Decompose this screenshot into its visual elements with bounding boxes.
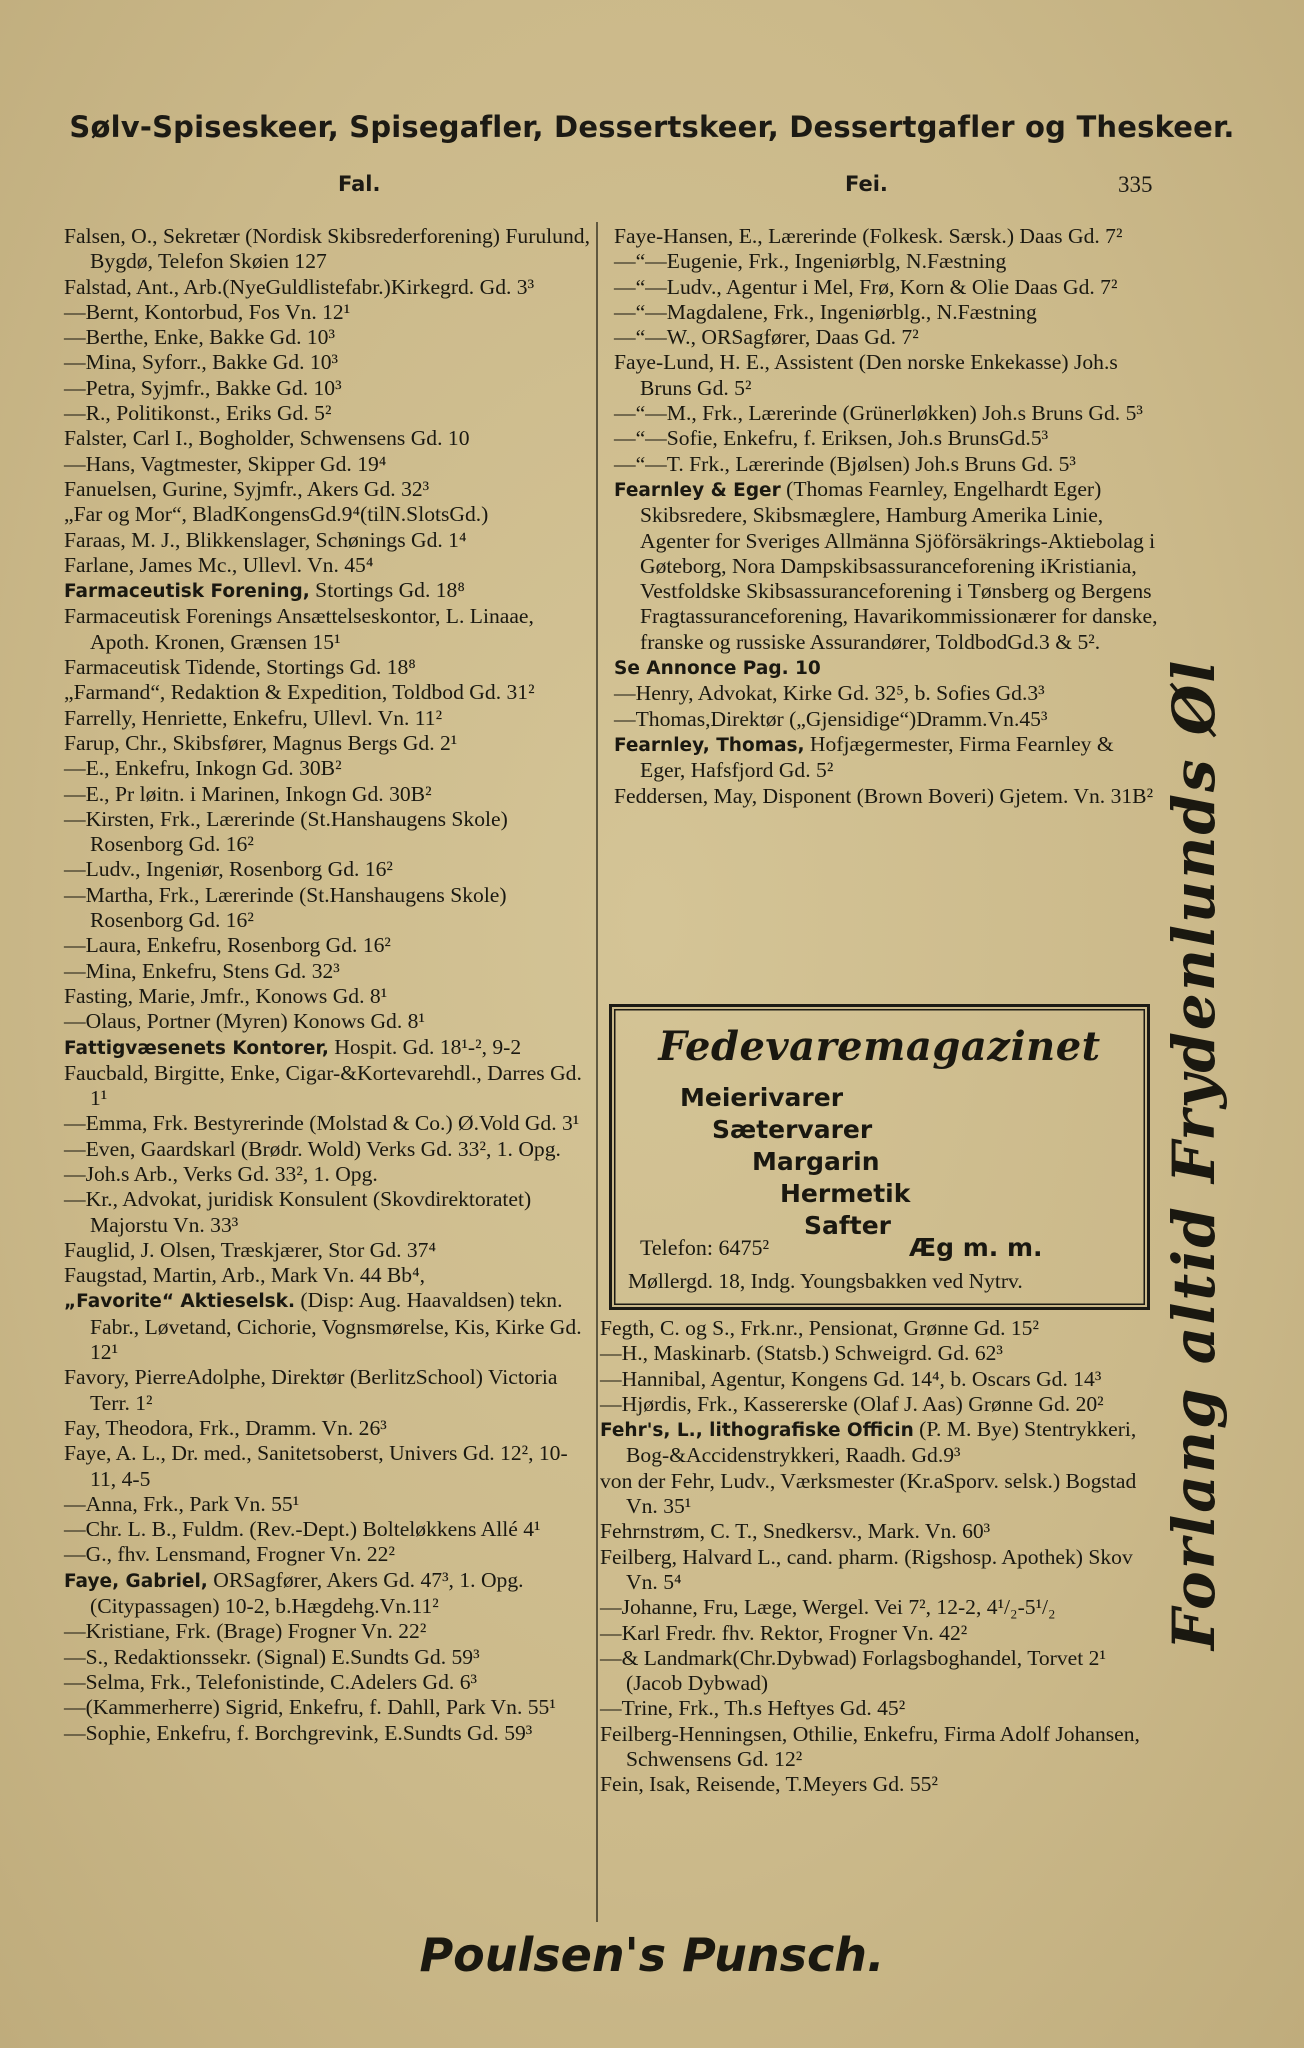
directory-entry	[64, 933, 591, 958]
entry-text: —Hjørdis, Frk., Kassererske (Olaf J. Aas) Grønne Gd. 20²	[600, 1391, 1104, 1416]
directory-entry	[64, 1721, 591, 1746]
entry-bold-name: Fattigvæsenets Kontorer,	[64, 1037, 329, 1059]
ad-address: Møllergd. 18, Indg. Youngsbakken ved Nytrv.	[628, 1269, 1023, 1293]
directory-entry	[600, 1595, 1145, 1620]
entry-text: —“—Magdalene, Frk., Ingeniørblg., N.Fæstning	[614, 299, 1037, 324]
directory-entry	[614, 477, 1159, 655]
entry-text: ORSagfører, Akers Gd. 47³, 1. Opg. (Citypassagen) 10-2, b.Hægdehg.Vn.11²	[90, 1567, 524, 1619]
entry-text: —G., fhv. Lensmand, Frogner Vn. 22²	[64, 1542, 395, 1567]
directory-entry	[64, 883, 591, 934]
directory-entry	[614, 401, 1159, 426]
directory-entry	[64, 1111, 591, 1136]
entry-text: —Hans, Vagtmester, Skipper Gd. 19⁴	[64, 451, 387, 476]
ad-line: Margarin	[752, 1147, 880, 1176]
directory-entry	[64, 275, 591, 300]
directory-entry	[64, 1695, 591, 1720]
directory-entry	[614, 784, 1159, 809]
directory-entry	[64, 1416, 591, 1441]
directory-entry	[64, 756, 591, 781]
entry-text: —Martha, Frk., Lærerinde (St.Hanshaugens Skole) Rosenborg Gd. 16²	[64, 882, 507, 933]
directory-entry	[64, 1238, 591, 1263]
directory-entry	[64, 680, 591, 705]
entry-text: —Henry, Advokat, Kirke Gd. 32⁵, b. Sofies Gd.3³	[614, 681, 1045, 706]
entry-text: —Sophie, Enkefru, f. Borchgrevink, E.Sundts Gd. 59³	[64, 1720, 533, 1745]
directory-entry	[64, 502, 591, 527]
ad-line: Sætervarer	[712, 1115, 873, 1144]
directory-entry	[614, 224, 1159, 249]
entry-text: —R., Politikonst., Eriks Gd. 5²	[64, 401, 332, 426]
entry-text: —Joh.s Arb., Verks Gd. 33², 1. Opg.	[64, 1161, 378, 1186]
ad-line: Hermetik	[780, 1179, 911, 1208]
entry-text: —Johanne, Fru, Læge, Wergel. Vei 7², 12-2, 4¹/₂-5¹/₂	[600, 1595, 1056, 1620]
directory-entry	[614, 452, 1159, 477]
directory-entry	[600, 1519, 1145, 1544]
directory-entry	[64, 1162, 591, 1187]
entry-text: —“—M., Frk., Lærerinde (Grünerløkken) Joh.s Bruns Gd. 5³	[614, 401, 1143, 426]
directory-entry	[64, 1517, 591, 1542]
directory-entry	[64, 376, 591, 401]
ad-title: Fedevaremagazinet	[658, 1023, 1101, 1070]
directory-entry	[614, 275, 1159, 300]
ad-line: Safter	[804, 1211, 891, 1240]
directory-entry	[64, 578, 591, 604]
directory-entry	[64, 655, 591, 680]
entry-text: —Kirsten, Frk., Lærerinde (St.Hanshaugens Skole) Rosenborg Gd. 16²	[64, 806, 508, 857]
right-column-top	[614, 224, 1159, 809]
directory-entry	[600, 1469, 1145, 1520]
directory-entry	[600, 1646, 1145, 1697]
entry-text: —(Kammerherre) Sigrid, Enkefru, f. Dahll, Park Vn. 55¹	[64, 1695, 556, 1720]
entry-text: Farup, Chr., Skibsfører, Magnus Bergs Gd. 2¹	[64, 730, 458, 755]
side-advertisement: Forlang altid Frydenlunds Øl	[1160, 658, 1228, 1650]
entry-text: (Thomas Fearnley, Engelhardt Eger) Skibsredere, Skibsmæglere, Hamburg Amerika Linie, Agenter for Sveriges Allmänna Sjöförsäkrings-Aktiebolag i Gøteborg, Nora Dampskibsassuranceforening iKristiania, Vestfoldske Skibsassuranceforening i Tønsberg og Bergens Fragtassuranceforening, Havarikommissionærer for danske, franske og russiske Assurandører, ToldbodGd.3 & 5².	[640, 476, 1158, 654]
entry-bold-name: „Favorite“ Aktieselsk.	[64, 1291, 296, 1313]
entry-text: Fauglid, J. Olsen, Træskjærer, Stor Gd. 37⁴	[64, 1237, 436, 1262]
advertisement-box	[609, 1004, 1150, 1310]
entry-text: Falstad, Ant., Arb.(NyeGuldlistefabr.)Kirkegrd. Gd. 3³	[64, 274, 535, 299]
directory-entry	[64, 1009, 591, 1034]
directory-entry	[64, 1670, 591, 1695]
entry-text: —Petra, Syjmfr., Bakke Gd. 10³	[64, 375, 342, 400]
entry-bold-name: Fehr's, L., lithografiske Officin	[600, 1420, 914, 1442]
entry-text: —S., Redaktionssekr. (Signal) E.Sundts Gd. 59³	[64, 1644, 480, 1669]
entry-text: Fein, Isak, Reisende, T.Meyers Gd. 55²	[600, 1772, 938, 1797]
entry-text: Feddersen, May, Disponent (Brown Boveri) Gjetem. Vn. 31B²	[614, 783, 1154, 808]
directory-entry	[600, 1621, 1145, 1646]
ad-telephone: Telefon: 6475²	[640, 1235, 770, 1260]
directory-entry	[600, 1772, 1145, 1797]
entry-text: Hofjægermester, Firma Fearnley & Eger, Hafsfjord Gd. 5²	[640, 731, 1114, 783]
ad-extra: Æg m. m.	[909, 1233, 1043, 1262]
directory-entry	[64, 1137, 591, 1162]
directory-entry	[614, 681, 1159, 706]
directory-entry	[64, 1542, 591, 1567]
entry-text: Fay, Theodora, Frk., Dramm. Vn. 26³	[64, 1415, 387, 1440]
header-right: Fei.	[845, 172, 888, 196]
directory-entry	[64, 857, 591, 882]
entry-text: Fehrnstrøm, C. T., Snedkersv., Mark. Vn. 60³	[600, 1519, 991, 1544]
page-banner: Sølv-Spiseskeer, Spisegafler, Dessertskeer, Dessertgafler og Theskeer.	[69, 110, 1235, 144]
directory-entry	[64, 1568, 591, 1620]
entry-bold-name: Farmaceutisk Forening,	[64, 581, 310, 603]
entry-text: —Emma, Frk. Bestyrerinde (Molstad & Co.) Ø.Vold Gd. 3¹	[64, 1111, 580, 1136]
directory-entry	[64, 325, 591, 350]
directory-entry	[64, 528, 591, 553]
directory-entry	[64, 1492, 591, 1517]
entry-text: —Mina, Syforr., Bakke Gd. 10³	[64, 350, 338, 375]
directory-entry	[64, 604, 591, 655]
directory-entry	[64, 401, 591, 426]
entry-text: Hospit. Gd. 18¹-², 9-2	[328, 1034, 522, 1059]
directory-entry	[614, 732, 1159, 784]
right-column-bottom	[600, 1316, 1145, 1798]
entry-text: —Bernt, Kontorbud, Fos Vn. 12¹	[64, 299, 351, 324]
entry-text: „Far og Mor“, BladKongensGd.9⁴(tilN.SlotsGd.)	[64, 502, 489, 527]
entry-text: Stortings Gd. 18⁸	[309, 578, 465, 603]
entry-text: —H., Maskinarb. (Statsb.) Schweigrd. Gd. 62³	[600, 1341, 1003, 1366]
directory-entry	[600, 1722, 1145, 1773]
entry-text: Faraas, M. J., Blikkenslager, Schønings Gd. 1⁴	[64, 527, 467, 552]
page-number: 335	[1118, 172, 1153, 197]
entry-text: Falster, Carl I., Bogholder, Schwensens Gd. 10	[64, 426, 470, 451]
entry-text: —Laura, Enkefru, Rosenborg Gd. 16²	[64, 933, 391, 958]
entry-text: —Ludv., Ingeniør, Rosenborg Gd. 16²	[64, 857, 393, 882]
directory-entry	[64, 706, 591, 731]
directory-entry	[614, 707, 1159, 732]
entry-text: —“—T. Frk., Lærerinde (Bjølsen) Joh.s Bruns Gd. 5³	[614, 451, 1076, 476]
directory-entry	[64, 1061, 591, 1112]
directory-entry	[64, 1441, 591, 1492]
directory-entry	[600, 1367, 1145, 1392]
entry-text: —& Landmark(Chr.Dybwad) Forlagsboghandel, Torvet 2¹ (Jacob Dybwad)	[600, 1645, 1106, 1696]
directory-entry	[64, 300, 591, 325]
entry-text: —“—Ludv., Agentur i Mel, Frø, Korn & Olie Daas Gd. 7²	[614, 274, 1118, 299]
directory-entry	[64, 350, 591, 375]
ad-line: Meierivarer	[680, 1083, 844, 1112]
entry-text: (P. M. Bye) Stentrykkeri, Bog-&Accidenstrykkeri, Raadh. Gd.9³	[626, 1417, 1137, 1468]
entry-text: Fegth, C. og S., Frk.nr., Pensionat, Grønne Gd. 15²	[600, 1316, 1039, 1340]
directory-entry	[64, 984, 591, 1009]
entry-text: —Anna, Frk., Park Vn. 55¹	[64, 1491, 300, 1516]
directory-entry	[600, 1316, 1145, 1341]
entry-text: Feilberg-Henningsen, Othilie, Enkefru, Firma Adolf Johansen, Schwensens Gd. 12²	[600, 1721, 1140, 1772]
header-left: Fal.	[338, 172, 381, 196]
entry-text: Faye-Lund, H. E., Assistent (Den norske Enkekasse) Joh.s Bruns Gd. 5²	[614, 350, 1118, 400]
directory-entry	[64, 426, 591, 451]
entry-text: —Chr. L. B., Fuldm. (Rev.-Dept.) Bolteløkkens Allé 4¹	[64, 1517, 541, 1542]
entry-text: Faye-Hansen, E., Lærerinde (Folkesk. Særsk.) Daas Gd. 7²	[614, 224, 1123, 248]
directory-entry	[600, 1545, 1145, 1596]
entry-text: —Selma, Frk., Telefonistinde, C.Adelers Gd. 6³	[64, 1669, 477, 1694]
entry-bold-name: Fearnley, Thomas,	[614, 734, 805, 756]
entry-bold-name: Faye, Gabriel,	[64, 1570, 208, 1592]
entry-text: —E., Enkefru, Inkogn Gd. 30B²	[64, 756, 342, 781]
entry-text: —“—Eugenie, Frk., Ingeniørblg, N.Fæstning	[614, 249, 1007, 274]
entry-text: —Kr., Advokat, juridisk Konsulent (Skovdirektoratet) Majorstu Vn. 33³	[64, 1187, 532, 1237]
directory-entry	[64, 731, 591, 756]
directory-entry	[600, 1392, 1145, 1417]
entry-text: —Even, Gaardskarl (Brødr. Wold) Verks Gd. 33², 1. Opg.	[64, 1136, 561, 1161]
left-column	[64, 224, 591, 1746]
entry-text: —Olaus, Portner (Myren) Konows Gd. 8¹	[64, 1009, 425, 1034]
directory-entry	[614, 426, 1159, 451]
entry-text: Faugstad, Martin, Arb., Mark Vn. 44 Bb⁴,	[64, 1263, 426, 1288]
directory-entry	[64, 477, 591, 502]
directory-entry	[64, 1035, 591, 1061]
directory-entry	[64, 782, 591, 807]
entry-text: —Thomas,Direktør („Gjensidige“)Dramm.Vn.45³	[614, 706, 1048, 731]
entry-text: —Karl Fredr. fhv. Rektor, Frogner Vn. 42²	[600, 1620, 968, 1645]
directory-entry	[600, 1341, 1145, 1366]
footer-advertisement: Poulsen's Punsch.	[419, 1928, 885, 1982]
entry-text: Falsen, O., Sekretær (Nordisk Skibsrederforening) Furulund, Bygdø, Telefon Skøien 127	[64, 224, 590, 274]
directory-entry	[64, 959, 591, 984]
entry-text: Farmaceutisk Tidende, Stortings Gd. 18⁸	[64, 655, 416, 680]
entry-text: „Farmand“, Redaktion & Expedition, Toldbod Gd. 31²	[64, 680, 535, 705]
entry-text: Fanuelsen, Gurine, Syjmfr., Akers Gd. 32³	[64, 476, 430, 501]
directory-entry	[64, 224, 591, 275]
directory-entry	[64, 1645, 591, 1670]
entry-text: Farrelly, Henriette, Enkefru, Ullevl. Vn. 11²	[64, 705, 443, 730]
directory-entry	[614, 249, 1159, 274]
directory-entry	[614, 655, 1159, 681]
entry-text: Fasting, Marie, Jmfr., Konows Gd. 8¹	[64, 983, 388, 1008]
directory-entry	[600, 1696, 1145, 1721]
directory-entry	[64, 807, 591, 858]
entry-text: Farmaceutisk Forenings Ansættelseskontor, L. Linaae, Apoth. Kronen, Grænsen 15¹	[64, 604, 534, 654]
entry-text: —Mina, Enkefru, Stens Gd. 32³	[64, 958, 340, 983]
entry-bold-name: Fearnley & Eger	[614, 479, 781, 501]
entry-text: Faucbald, Birgitte, Enke, Cigar-&Kortevarehdl., Darres Gd. 1¹	[64, 1060, 582, 1111]
directory-entry	[600, 1417, 1145, 1469]
entry-text: Feilberg, Halvard L., cand. pharm. (Rigshosp. Apothek) Skov Vn. 5⁴	[600, 1544, 1133, 1594]
entry-text: —Kristiane, Frk. (Brage) Frogner Vn. 22²	[64, 1619, 427, 1644]
entry-text: Faye, A. L., Dr. med., Sanitetsoberst, Univers Gd. 12², 10-11, 4-5	[64, 1441, 568, 1491]
directory-entry	[64, 452, 591, 477]
directory-entry	[64, 1619, 591, 1644]
entry-text: von der Fehr, Ludv., Værksmester (Kr.aSporv. selsk.) Bogstad Vn. 35¹	[600, 1468, 1137, 1519]
entry-text: —E., Pr løitn. i Marinen, Inkogn Gd. 30B²	[64, 781, 432, 806]
directory-entry	[64, 553, 591, 578]
directory-entry	[614, 325, 1159, 350]
directory-entry	[64, 1263, 591, 1288]
column-divider	[596, 222, 598, 1922]
entry-text: —“—Sofie, Enkefru, f. Eriksen, Joh.s BrunsGd.5³	[614, 426, 1049, 451]
entry-text: —“—W., ORSagfører, Daas Gd. 7²	[614, 325, 919, 350]
entry-text: —Hannibal, Agentur, Kongens Gd. 14⁴, b. Oscars Gd. 14³	[600, 1366, 1102, 1391]
entry-bold-name: Se Annonce Pag. 10	[614, 658, 821, 680]
directory-entry	[614, 300, 1159, 325]
directory-entry	[64, 1187, 591, 1238]
entry-text: (Disp: Aug. Haavaldsen) tekn. Fabr., Løvetand, Cichorie, Vognsmørelse, Kis, Kirke Gd. 12¹	[90, 1288, 582, 1365]
entry-text: —Berthe, Enke, Bakke Gd. 10³	[64, 325, 335, 350]
entry-text: —Trine, Frk., Th.s Heftyes Gd. 45²	[600, 1696, 906, 1721]
directory-entry	[64, 1288, 591, 1365]
entry-text: Farlane, James Mc., Ullevl. Vn. 45⁴	[64, 552, 374, 577]
directory-entry	[64, 1365, 591, 1416]
directory-entry	[614, 350, 1159, 401]
entry-text: Favory, PierreAdolphe, Direktør (BerlitzSchool) Victoria Terr. 1²	[64, 1365, 558, 1415]
